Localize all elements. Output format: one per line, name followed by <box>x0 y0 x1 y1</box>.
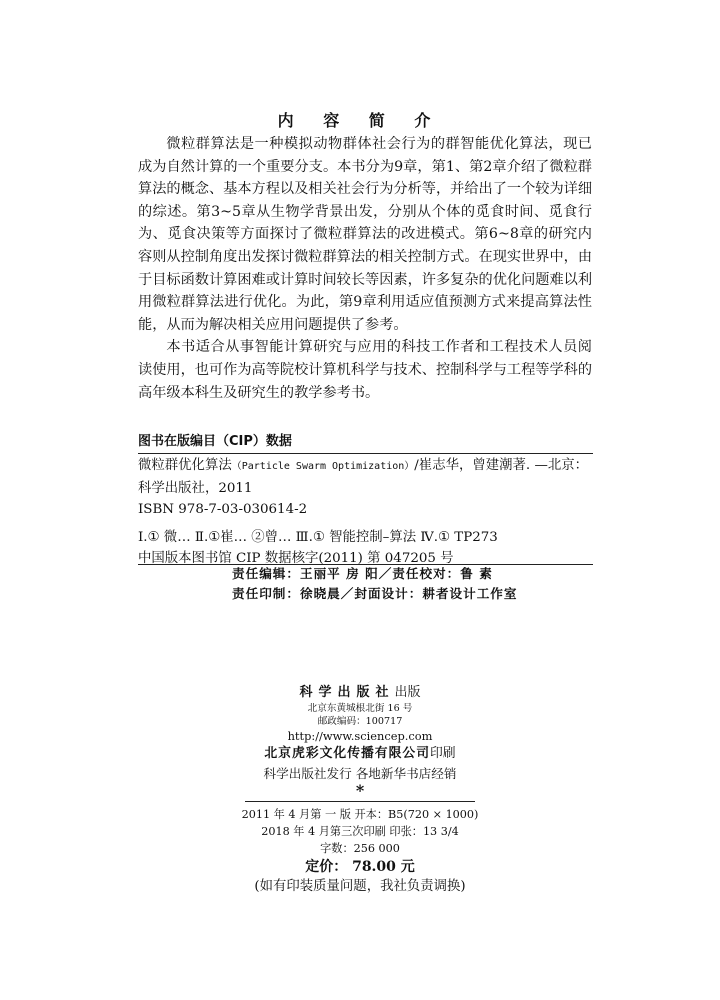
cip-book-title: 微粒群优化算法 <box>138 458 232 473</box>
edition-divider <box>245 801 475 802</box>
intro-paragraph-1: 微粒群算法是一种模拟动物群体社会行为的群智能优化算法，现已成为自然计算的一个重要分支。本书分为9章，第1、第2章介绍了微粒群算法的概念、基本方程以及相关社会行为分析等，并给出了一个较为详细的综述。第3~5章从生物学背景出发，分别从个体的觅食时间、觅食行为、觅食决策等方面探讨了微粒群算法的改进模式。第6~8章的研究内容则从控制角度出发探讨微粒群算法的相关控制方式。在现实世界中，由于目标函数计算困难或计算时间较长等因素，许多复杂的优化问题难以利用微粒群算法进行优化。为此，第9章利用适应值预测方式来提高算法性能，从而为解决相关应用问题提供了参考。 <box>138 136 593 333</box>
intro-section <box>138 133 592 404</box>
cip-line-publisher: 科学出版社，2011 <box>138 480 253 496</box>
publisher-name: 科学出版社 <box>299 685 395 700</box>
printer-name: 北京虎彩文化传播有限公司 <box>264 746 430 761</box>
intro-paragraph-2: 本书适合从事智能计算研究与应用的科技工作者和工程技术人员阅读使用，也可作为高等院校计算机科学与技术、控制科学与工程等学科的高年级本科生及研究生的教学参考书。 <box>138 339 593 401</box>
price: 定价： 78.00 元 <box>305 859 415 875</box>
page-title: 内 容 简 介 <box>277 111 443 130</box>
printer-suffix: 印刷 <box>429 746 456 761</box>
cip-line-title <box>138 455 593 478</box>
cip-heading: 图书在版编目（CIP）数据 <box>138 430 593 454</box>
distribution-line: 科学出版社发行 各地新华书店经销 <box>263 766 457 781</box>
cip-line-classification: Ⅰ.① 微… Ⅱ.①崔… ②曾… Ⅲ.① 智能控制–算法 Ⅳ.① TP273 <box>138 529 498 545</box>
edition-line-1: 2011 年 4 月第 一 版 开本：B5(720 × 1000) <box>241 808 479 821</box>
staff-line-2: 责任印制：徐晓晨／封面设计：耕者设计工作室 <box>232 586 518 601</box>
publisher-address: 北京东黄城根北街 16 号 <box>307 703 413 714</box>
quality-note: (如有印装质量问题，我社负责调换) <box>254 879 466 894</box>
cip-authors: /崔志华，曾建潮著. —北京： <box>414 458 589 473</box>
publisher-postcode: 邮政编码：100717 <box>317 716 403 727</box>
staff-line-1: 责任编辑：王丽平 房 阳／责任校对：鲁 素 <box>232 566 493 581</box>
cip-english-title: （Particle Swarm Optimization） <box>231 461 415 472</box>
publisher-url: http://www.sciencep.com <box>287 729 433 743</box>
colophon <box>140 684 580 897</box>
word-count: 字数：256 000 <box>320 842 400 855</box>
edition-line-2: 2018 年 4 月第三次印刷 印张：13 3/4 <box>261 825 459 838</box>
separator-star: * <box>355 781 365 800</box>
printer-line <box>140 744 580 764</box>
publisher-suffix: 出版 <box>394 685 421 700</box>
cip-data-block <box>138 455 593 570</box>
publisher-line <box>140 684 580 702</box>
cip-line-record-number: 中国版本图书馆 CIP 数据核字(2011) 第 047205 号 <box>138 551 454 566</box>
cip-line-isbn: ISBN 978-7-03-030614-2 <box>138 502 308 517</box>
